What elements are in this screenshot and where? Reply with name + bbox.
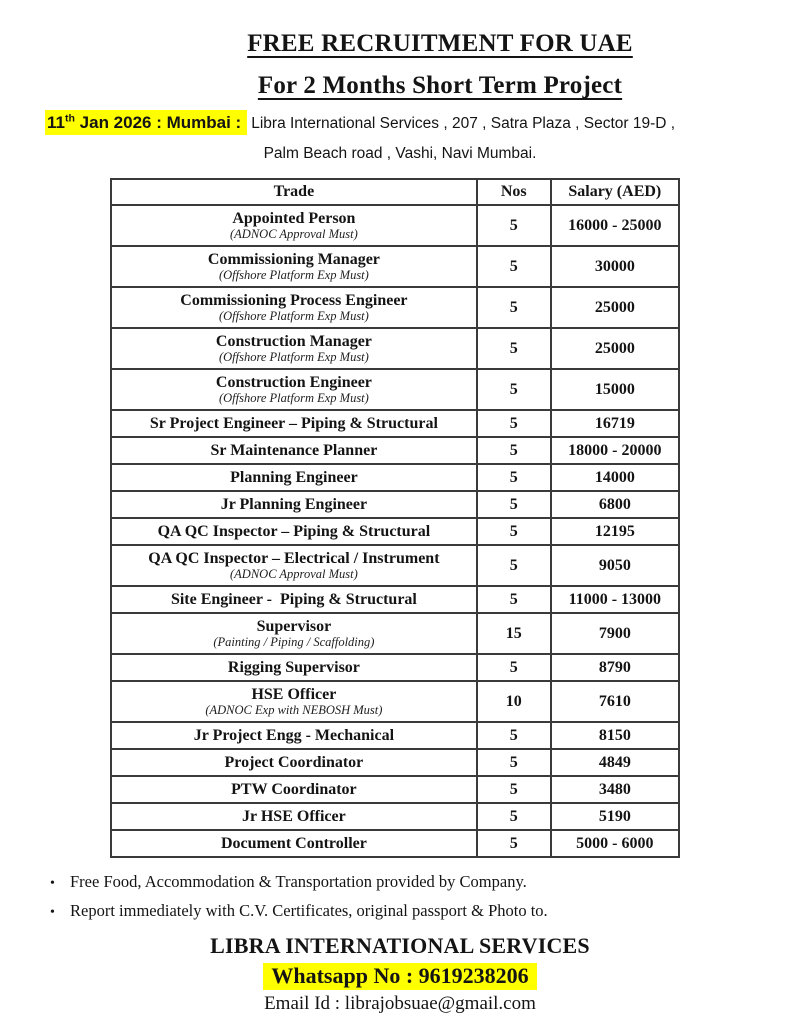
table-row bbox=[111, 830, 679, 857]
footer-contact-block bbox=[0, 934, 800, 1015]
trade-title: Supervisor bbox=[256, 617, 332, 635]
salary-cell: 9050 bbox=[551, 545, 679, 586]
page-title: FREE RECRUITMENT FOR UAE bbox=[247, 30, 633, 57]
table-row bbox=[111, 776, 679, 803]
notes-list bbox=[50, 872, 750, 930]
trade-cell bbox=[111, 830, 477, 857]
table-row bbox=[111, 545, 679, 586]
salary-cell: 5000 - 6000 bbox=[551, 830, 679, 857]
table-row bbox=[111, 681, 679, 722]
column-header-trade: Trade bbox=[111, 179, 477, 205]
nos-cell: 5 bbox=[477, 776, 551, 803]
table-row bbox=[111, 491, 679, 518]
salary-cell: 8150 bbox=[551, 722, 679, 749]
salary-cell: 16719 bbox=[551, 410, 679, 437]
trade-title: HSE Officer bbox=[251, 685, 337, 703]
table-row bbox=[111, 749, 679, 776]
salary-cell: 4849 bbox=[551, 749, 679, 776]
salary-cell: 8790 bbox=[551, 654, 679, 681]
trade-title: Construction Engineer bbox=[215, 373, 372, 391]
trade-cell bbox=[111, 518, 477, 545]
trade-cell bbox=[111, 613, 477, 654]
nos-cell: 5 bbox=[477, 491, 551, 518]
trade-requirement-note: (Offshore Platform Exp Must) bbox=[218, 349, 369, 364]
trade-title: Project Coordinator bbox=[224, 753, 364, 771]
bullet-icon: • bbox=[50, 905, 55, 920]
trade-requirement-note: (ADNOC Approval Must) bbox=[230, 226, 358, 241]
salary-cell: 7900 bbox=[551, 613, 679, 654]
trade-title: Construction Manager bbox=[215, 332, 372, 350]
table-row bbox=[111, 803, 679, 830]
date-location-line bbox=[45, 112, 675, 133]
table-row bbox=[111, 410, 679, 437]
trade-requirement-note: (ADNOC Exp with NEBOSH Must) bbox=[205, 702, 383, 717]
title-block bbox=[0, 31, 800, 98]
salary-cell: 30000 bbox=[551, 246, 679, 287]
trade-title: Commissioning Process Engineer bbox=[180, 291, 408, 309]
trade-cell bbox=[111, 437, 477, 464]
trade-requirement-note: (Offshore Platform Exp Must) bbox=[218, 308, 369, 323]
table-row bbox=[111, 246, 679, 287]
note-text: Free Food, Accommodation & Transportation provided by Company. bbox=[70, 872, 527, 891]
trade-title: Appointed Person bbox=[232, 209, 356, 227]
trade-title: Commissioning Manager bbox=[207, 250, 380, 268]
salary-cell: 16000 - 25000 bbox=[551, 205, 679, 246]
table-row bbox=[111, 654, 679, 681]
trade-cell bbox=[111, 803, 477, 830]
trade-cell bbox=[111, 722, 477, 749]
whatsapp-row bbox=[0, 963, 800, 990]
salary-cell: 18000 - 20000 bbox=[551, 437, 679, 464]
address-line-2: Palm Beach road , Vashi, Navi Mumbai. bbox=[263, 145, 537, 162]
nos-cell: 15 bbox=[477, 613, 551, 654]
table-row bbox=[111, 586, 679, 613]
nos-cell: 10 bbox=[477, 681, 551, 722]
trade-cell bbox=[111, 586, 477, 613]
trade-title: Sr Maintenance Planner bbox=[210, 441, 378, 459]
trade-title: Jr Planning Engineer bbox=[220, 495, 368, 513]
list-item bbox=[50, 901, 750, 921]
trade-table bbox=[110, 178, 680, 858]
trade-table-body bbox=[111, 205, 679, 857]
table-row bbox=[111, 328, 679, 369]
nos-cell: 5 bbox=[477, 328, 551, 369]
trade-title: QA QC Inspector – Piping & Structural bbox=[157, 522, 431, 540]
table-row bbox=[111, 369, 679, 410]
trade-title: Sr Project Engineer – Piping & Structural bbox=[149, 414, 438, 432]
trade-cell bbox=[111, 205, 477, 246]
table-header-row bbox=[111, 179, 679, 205]
trade-requirement-note: (Offshore Platform Exp Must) bbox=[218, 267, 369, 282]
trade-title: Site Engineer - Piping & Structural bbox=[170, 590, 417, 608]
nos-cell: 5 bbox=[477, 654, 551, 681]
nos-cell: 5 bbox=[477, 545, 551, 586]
note-text: Report immediately with C.V. Certificates, original passport & Photo to. bbox=[70, 901, 548, 920]
trade-cell bbox=[111, 491, 477, 518]
nos-cell: 5 bbox=[477, 246, 551, 287]
nos-cell: 5 bbox=[477, 586, 551, 613]
nos-cell: 5 bbox=[477, 830, 551, 857]
salary-cell: 11000 - 13000 bbox=[551, 586, 679, 613]
table-row bbox=[111, 205, 679, 246]
trade-cell bbox=[111, 681, 477, 722]
salary-cell: 12195 bbox=[551, 518, 679, 545]
salary-cell: 7610 bbox=[551, 681, 679, 722]
trade-requirement-note: (Painting / Piping / Scaffolding) bbox=[213, 634, 375, 649]
nos-cell: 5 bbox=[477, 369, 551, 410]
table-row bbox=[111, 464, 679, 491]
trade-cell bbox=[111, 545, 477, 586]
bullet-icon: • bbox=[50, 876, 55, 891]
table-row bbox=[111, 437, 679, 464]
nos-cell: 5 bbox=[477, 410, 551, 437]
salary-cell: 14000 bbox=[551, 464, 679, 491]
trade-cell bbox=[111, 776, 477, 803]
salary-cell: 5190 bbox=[551, 803, 679, 830]
trade-cell bbox=[111, 369, 477, 410]
email-line: Email Id : librajobsuae@gmail.com bbox=[264, 993, 536, 1015]
trade-title: Document Controller bbox=[220, 834, 367, 852]
trade-cell bbox=[111, 749, 477, 776]
table-row bbox=[111, 287, 679, 328]
trade-title: QA QC Inspector – Electrical / Instrument bbox=[148, 549, 440, 567]
salary-cell: 3480 bbox=[551, 776, 679, 803]
column-header-salary: Salary (AED) bbox=[551, 179, 679, 205]
page-subtitle: For 2 Months Short Term Project bbox=[257, 72, 623, 99]
trade-requirement-note: (Offshore Platform Exp Must) bbox=[218, 390, 369, 405]
nos-cell: 5 bbox=[477, 803, 551, 830]
date-rest: Jan 2026 : Mumbai : bbox=[74, 112, 242, 132]
trade-title: PTW Coordinator bbox=[231, 780, 357, 798]
trade-cell bbox=[111, 464, 477, 491]
date-ordinal-suffix: th bbox=[64, 112, 75, 124]
trade-cell bbox=[111, 287, 477, 328]
whatsapp-number: Whatsapp No : 9619238206 bbox=[263, 963, 536, 990]
salary-cell: 6800 bbox=[551, 491, 679, 518]
trade-title: Planning Engineer bbox=[230, 468, 358, 486]
table-row bbox=[111, 613, 679, 654]
date-highlight bbox=[45, 110, 247, 135]
nos-cell: 5 bbox=[477, 287, 551, 328]
nos-cell: 5 bbox=[477, 518, 551, 545]
table-row bbox=[111, 518, 679, 545]
nos-cell: 5 bbox=[477, 722, 551, 749]
date-day: 11 bbox=[47, 112, 65, 132]
nos-cell: 5 bbox=[477, 749, 551, 776]
trade-cell bbox=[111, 328, 477, 369]
table-row bbox=[111, 722, 679, 749]
company-name: LIBRA INTERNATIONAL SERVICES bbox=[210, 933, 590, 958]
nos-cell: 5 bbox=[477, 437, 551, 464]
nos-cell: 5 bbox=[477, 464, 551, 491]
nos-cell: 5 bbox=[477, 205, 551, 246]
trade-title: Jr HSE Officer bbox=[242, 807, 346, 825]
trade-title: Jr Project Engg - Mechanical bbox=[193, 726, 395, 744]
salary-cell: 15000 bbox=[551, 369, 679, 410]
trade-cell bbox=[111, 410, 477, 437]
column-header-nos: Nos bbox=[477, 179, 551, 205]
trade-requirement-note: (ADNOC Approval Must) bbox=[230, 566, 358, 581]
trade-cell bbox=[111, 246, 477, 287]
salary-cell: 25000 bbox=[551, 328, 679, 369]
trade-title: Rigging Supervisor bbox=[227, 658, 360, 676]
list-item bbox=[50, 872, 750, 892]
salary-cell: 25000 bbox=[551, 287, 679, 328]
address-line-1: Libra International Services , 207 , Satra Plaza , Sector 19-D , bbox=[251, 114, 676, 132]
trade-cell bbox=[111, 654, 477, 681]
